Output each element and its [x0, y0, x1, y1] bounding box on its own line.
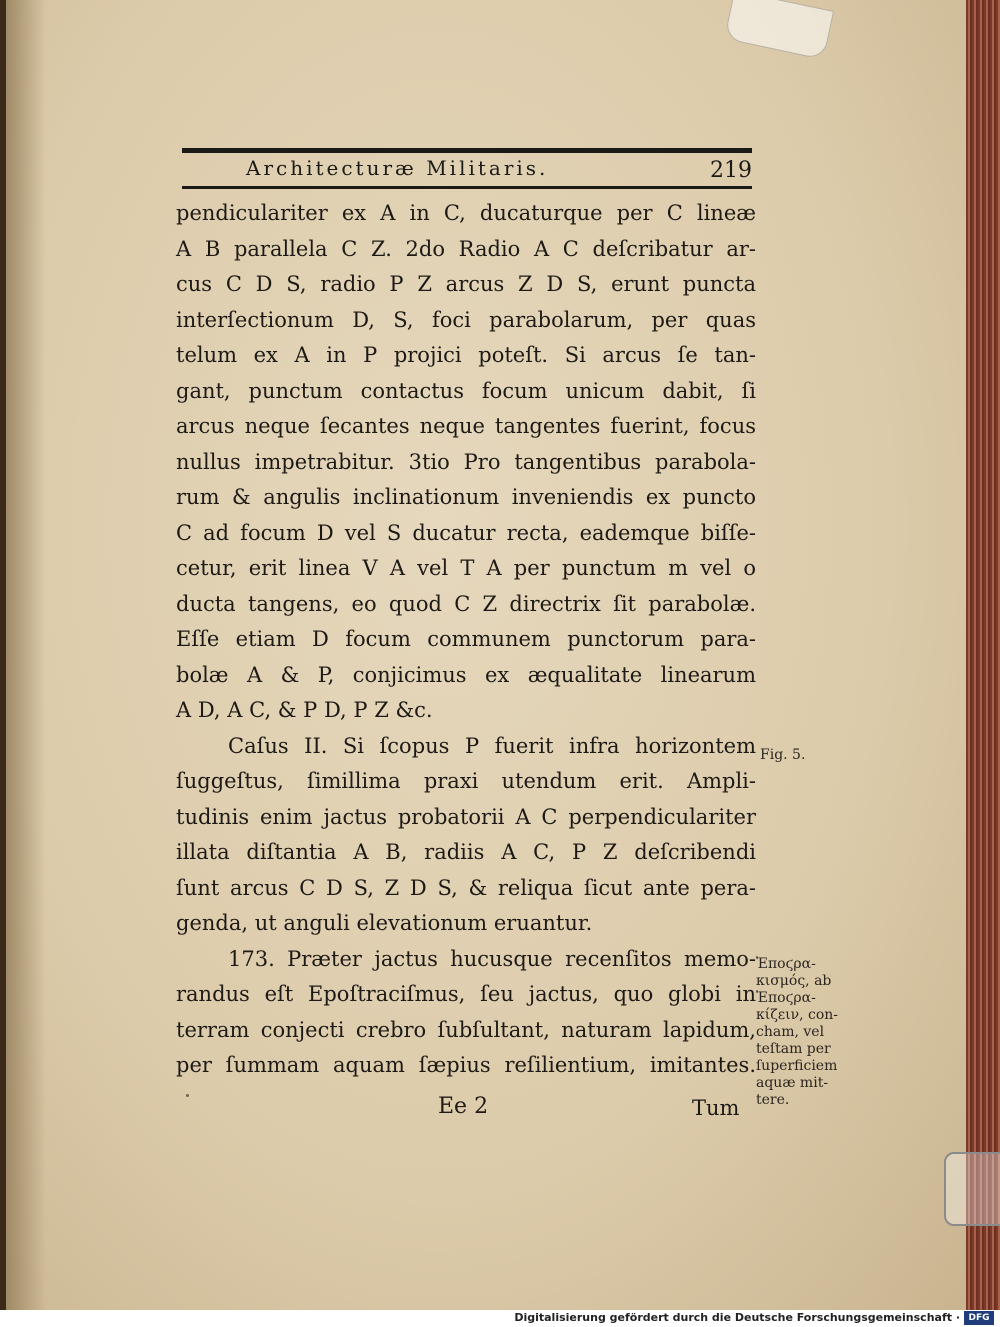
header-rule-top — [182, 148, 752, 153]
binding-shadow — [6, 0, 46, 1310]
text-line: C ad focum D vel S ducatur recta, eademque biſſe- — [176, 520, 756, 545]
page-number: 219 — [710, 158, 752, 183]
catchword: Tum — [692, 1096, 740, 1120]
text-line: cus C D S, radio P Z arcus Z D S, erunt puncta — [176, 272, 756, 296]
text-line: 173. Præter jactus hucusque recenſitos memo- — [228, 946, 756, 971]
text-line: ducta tangens, eo quod C Z directrix ſit parabolæ. — [176, 591, 756, 616]
text-line: bolæ A & P, conjicimus ex æqualitate linearum — [176, 662, 756, 687]
text-line: cetur, erit linea V A vel T A per punctum m vel o — [176, 556, 756, 580]
text-line: nullus impetrabitur. 3tio Pro tangentibus parabola- — [176, 449, 756, 474]
text-line: telum ex A in P projici poteſt. Si arcus ſe tan- — [176, 343, 756, 367]
margin-note-line: teſtam per — [756, 1041, 831, 1057]
margin-note-line: ſuperficiem — [756, 1058, 838, 1074]
text-line: A D, A C, & P D, P Z &c. — [176, 698, 433, 722]
ink-speck — [186, 1094, 189, 1097]
text-line: gant, punctum contactus focum unicum dabit, ſi — [176, 378, 756, 403]
text-line: per ſummam aquam ſæpius reſilientium, imitantes. — [176, 1053, 756, 1077]
margin-note-line: cham, vel — [756, 1024, 825, 1040]
footer-bar — [0, 1310, 1000, 1327]
margin-note-line: Ἐποϛρα- — [756, 990, 816, 1006]
header-rule-bottom — [182, 186, 752, 189]
funding-credit: Digitalisierung gefördert durch die Deutsche Forschungsgemeinschaft · — [514, 1311, 960, 1324]
text-line: ſunt arcus C D S, Z D S, & reliqua ſicut ante pera- — [176, 875, 756, 900]
text-line: illata diſtantia A B, radiis A C, P Z deſcribendi — [176, 840, 756, 864]
margin-note-line: κισμός, ab — [756, 973, 832, 989]
page-clip — [944, 1152, 1000, 1226]
dfg-logo-icon: DFG — [964, 1311, 994, 1325]
margin-note-line: aquæ mit- — [756, 1075, 829, 1091]
text-line: terram conjecti crebro ſubſultant, naturam lapidum, — [176, 1017, 756, 1042]
margin-note-line: tere. — [756, 1092, 790, 1108]
margin-note-line: κίζειν, con- — [756, 1007, 838, 1023]
text-line: rum & angulis inclinationum inveniendis ex puncto — [176, 485, 756, 509]
margin-note-greek — [756, 956, 840, 1109]
margin-note-figure: Fig. 5. — [760, 747, 806, 763]
text-line: tudinis enim jactus probatorii A C perpendiculariter — [176, 804, 756, 829]
text-line: Caſus II. Si ſcopus P fuerit infra horizontem — [228, 733, 756, 758]
margin-note-line: Ἐποϛρα- — [756, 956, 816, 972]
text-line: A B parallela C Z. 2do Radio A C deſcribatur ar- — [176, 236, 756, 261]
text-line: randus eſt Epoſtraciſmus, ſeu jactus, quo globi in — [176, 982, 756, 1006]
text-line: interſectionum D, S, foci parabolarum, per quas — [176, 307, 756, 332]
text-line: arcus neque ſecantes neque tangentes fuerint, focus — [176, 414, 756, 438]
text-line: ſuggeſtus, ſimillima praxi utendum erit. Ampli- — [176, 769, 756, 793]
signature-mark: Ee 2 — [438, 1094, 489, 1119]
body-text — [176, 196, 756, 1084]
text-line: pendiculariter ex A in C, ducaturque per C lineæ — [176, 201, 756, 225]
running-head-title: Architecturæ Militaris. — [246, 156, 549, 180]
text-line: Eſſe etiam D focum communem punctorum para- — [176, 627, 756, 651]
text-line: genda, ut anguli elevationum eruantur. — [176, 911, 593, 935]
running-head — [182, 154, 752, 186]
